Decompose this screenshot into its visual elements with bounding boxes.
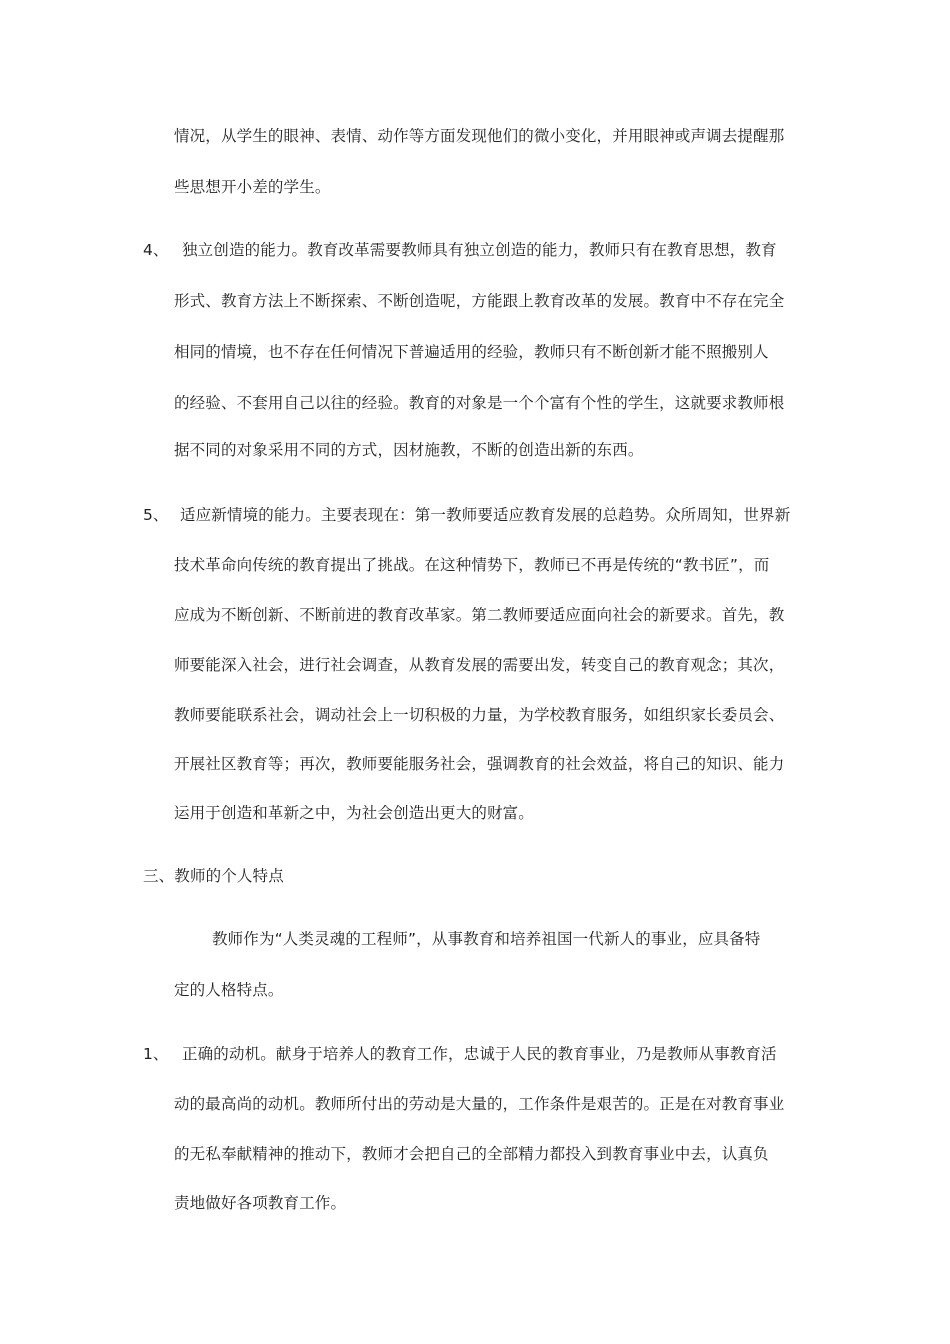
text-line: 定的人格特点。 [174,981,284,999]
text-line: 的经验、不套用自己以往的经验。教育的对象是一个个富有个性的学生，这就要求教师根 [174,394,785,412]
text-line: 些思想开小差的学生。 [174,178,331,196]
list-number: 4、 [143,241,169,259]
text-line: 独立创造的能力。教育改革需要教师具有独立创造的能力，教师只有在教育思想，教育 [182,241,777,259]
text-line: 形式、教育方法上不断探索、不断创造呢，方能跟上教育改革的发展。教育中不存在完全 [174,292,785,310]
text-line: 运用于创造和革新之中，为社会创造出更大的财富。 [174,804,534,822]
text-line: 情况，从学生的眼神、表情、动作等方面发现他们的微小变化，并用眼神或声调去提醒那 [174,127,785,145]
text-line: 正确的动机。献身于培养人的教育工作，忠诚于人民的教育事业，乃是教师从事教育活 [182,1045,777,1063]
text-line: 教师作为“人类灵魂的工程师”，从事教育和培养祖国一代新人的事业，应具备特 [212,930,761,948]
text-line: 的无私奉献精神的推动下，教师才会把自己的全部精力都投入到教育事业中去，认真负 [174,1145,769,1163]
text-line: 开展社区教育等；再次，教师要能服务社会，强调教育的社会效益，将自己的知识、能力 [174,755,785,773]
text-line: 适应新情境的能力。主要表现在：第一教师要适应教育发展的总趋势。众所周知，世界新 [180,506,791,524]
text-line: 教师要能联系社会，调动社会上一切积极的力量，为学校教育服务，如组织家长委员会、 [174,706,785,724]
section-heading: 三、教师的个人特点 [143,867,284,885]
text-line: 应成为不断创新、不断前进的教育改革家。第二教师要适应面向社会的新要求。首先，教 [174,606,785,624]
list-number: 5、 [143,506,169,524]
text-line: 据不同的对象采用不同的方式，因材施教，不断的创造出新的东西。 [174,441,644,459]
text-line: 技术革命向传统的教育提出了挑战。在这种情势下，教师已不再是传统的“教书匠”，而 [174,556,770,574]
text-line: 师要能深入社会，进行社会调查，从教育发展的需要出发，转变自己的教育观念；其次， [174,656,785,674]
text-line: 动的最高尚的动机。教师所付出的劳动是大量的，工作条件是艰苦的。正是在对教育事业 [174,1095,785,1113]
list-number: 1、 [143,1045,169,1063]
text-line: 责地做好各项教育工作。 [174,1194,347,1212]
text-line: 相同的情境，也不存在任何情况下普遍适用的经验，教师只有不断创新才能不照搬别人 [174,343,769,361]
